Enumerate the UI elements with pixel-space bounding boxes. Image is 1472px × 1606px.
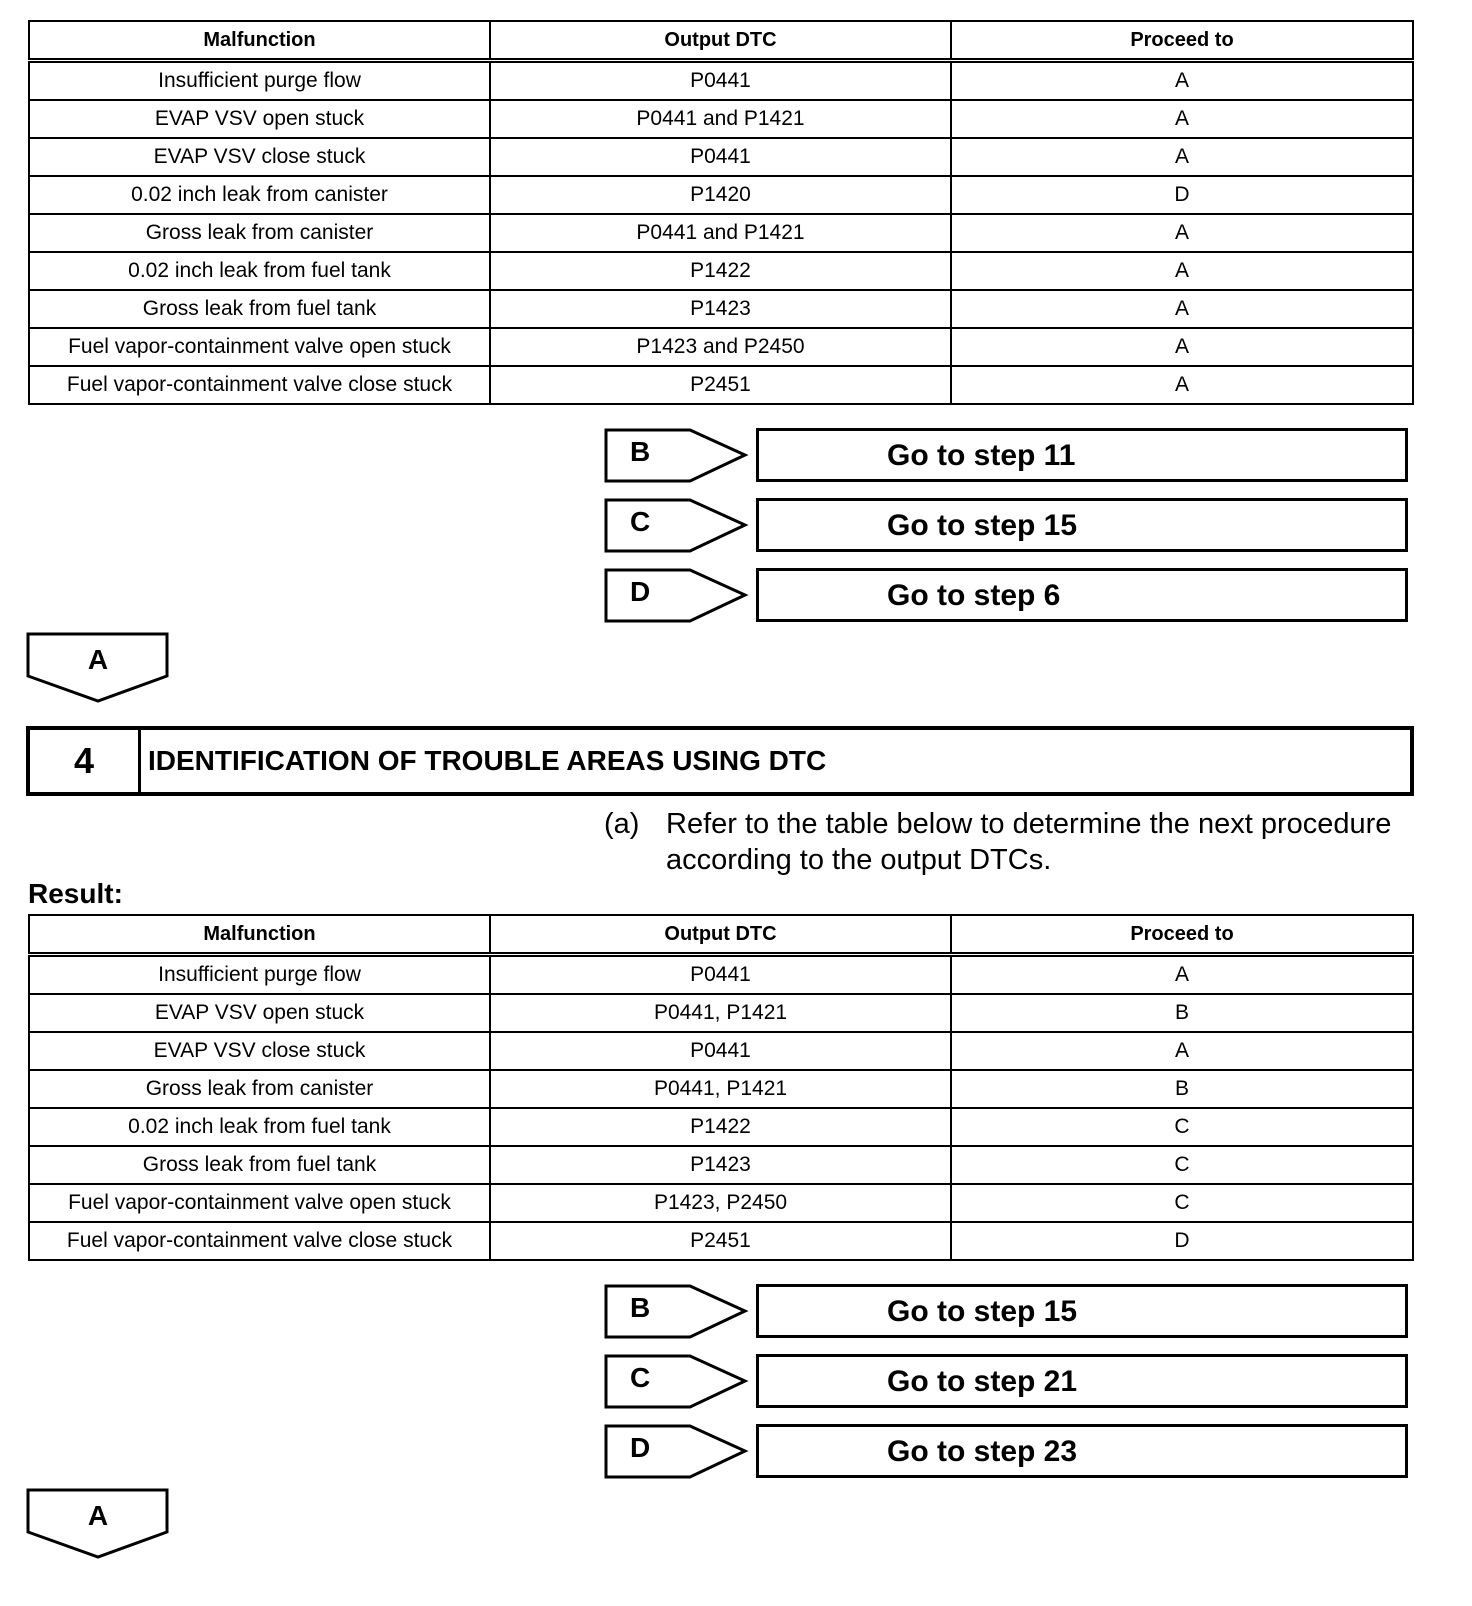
proceed-cell: A (951, 955, 1413, 995)
proceed-cell: A (951, 1032, 1413, 1070)
dtc-cell: P1423, P2450 (490, 1184, 951, 1222)
dtc-cell: P2451 (490, 1222, 951, 1260)
malfunction-cell: 0.02 inch leak from canister (29, 176, 490, 214)
marker-letter: A (87, 1500, 109, 1531)
go-to-step-label: Go to step 23 (887, 1435, 1078, 1468)
instruction-text (666, 806, 1426, 878)
dtc-cell: P2451 (490, 366, 951, 404)
branch-b-step-11[interactable] (604, 428, 1414, 488)
branch-d-step-23[interactable] (604, 1424, 1414, 1484)
table-header-row (29, 21, 1413, 61)
branch-letter: B (630, 1292, 651, 1323)
malfunction-cell: Gross leak from canister (29, 214, 490, 252)
dtc-cell: P0441 (490, 61, 951, 101)
column-header-output-dtc: Output DTC (490, 21, 951, 61)
dtc-cell: P0441 and P1421 (490, 100, 951, 138)
proceed-cell: A (951, 290, 1413, 328)
dtc-cell: P0441 and P1421 (490, 214, 951, 252)
proceed-cell: C (951, 1184, 1413, 1222)
branch-b-step-15[interactable] (604, 1284, 1414, 1344)
branch-c-step-21[interactable] (604, 1354, 1414, 1414)
table-row (29, 1222, 1413, 1260)
result-label: Result: (28, 878, 123, 909)
dtc-cell: P0441, P1421 (490, 994, 951, 1032)
section-title: IDENTIFICATION OF TROUBLE AREAS USING DTC (148, 745, 827, 776)
table-row (29, 100, 1413, 138)
proceed-cell: A (951, 366, 1413, 404)
malfunction-cell: Gross leak from canister (29, 1070, 490, 1108)
section-header (26, 726, 1414, 796)
branch-arrow-icon (604, 568, 749, 624)
malfunction-cell: Fuel vapor-containment valve open stuck (29, 328, 490, 366)
dtc-cell: P0441 (490, 138, 951, 176)
table-row (29, 1032, 1413, 1070)
instruction-line-2: according to the output DTCs. (666, 844, 1052, 876)
malfunction-cell: Fuel vapor-containment valve open stuck (29, 1184, 490, 1222)
go-to-step-label: Go to step 15 (887, 509, 1078, 542)
dtc-cell: P1420 (490, 176, 951, 214)
step-number: 4 (30, 730, 141, 792)
dtc-cell: P0441, P1421 (490, 1070, 951, 1108)
table-row (29, 61, 1413, 101)
branch-arrow-icon (604, 428, 749, 484)
proceed-a-marker[interactable] (26, 1488, 170, 1560)
malfunction-cell: Gross leak from fuel tank (29, 290, 490, 328)
dtc-cell: P0441 (490, 955, 951, 995)
go-to-step-label: Go to step 11 (887, 439, 1076, 472)
go-to-step-box[interactable] (756, 428, 1408, 482)
malfunction-cell: 0.02 inch leak from fuel tank (29, 252, 490, 290)
dtc-cell: P1422 (490, 252, 951, 290)
branch-letter: C (630, 1362, 651, 1393)
dtc-table-2 (28, 914, 1414, 1261)
column-header-proceed-to: Proceed to (951, 915, 1413, 955)
malfunction-cell: Insufficient purge flow (29, 61, 490, 101)
table-row (29, 214, 1413, 252)
malfunction-cell: Insufficient purge flow (29, 955, 490, 995)
proceed-cell: A (951, 61, 1413, 101)
malfunction-cell: EVAP VSV close stuck (29, 138, 490, 176)
instruction-line-1: Refer to the table below to determine the next procedure (666, 808, 1392, 840)
proceed-cell: C (951, 1146, 1413, 1184)
table-row (29, 290, 1413, 328)
go-to-step-label: Go to step 21 (887, 1365, 1078, 1398)
branch-letter: C (630, 506, 651, 537)
column-header-proceed-to: Proceed to (951, 21, 1413, 61)
dtc-cell: P1423 (490, 290, 951, 328)
column-header-malfunction: Malfunction (29, 915, 490, 955)
branch-arrow-icon (604, 1284, 749, 1340)
table-row (29, 366, 1413, 404)
column-header-output-dtc: Output DTC (490, 915, 951, 955)
proceed-a-marker[interactable] (26, 632, 170, 704)
table-row (29, 1146, 1413, 1184)
instruction-marker: (a) (604, 808, 640, 840)
proceed-cell: A (951, 138, 1413, 176)
go-to-step-box[interactable] (756, 498, 1408, 552)
branch-arrow-icon (604, 1354, 749, 1410)
go-to-step-box[interactable] (756, 568, 1408, 622)
marker-letter: A (87, 644, 109, 675)
proceed-cell: B (951, 994, 1413, 1032)
proceed-cell: A (951, 328, 1413, 366)
proceed-cell: A (951, 100, 1413, 138)
proceed-cell: D (951, 1222, 1413, 1260)
proceed-cell: C (951, 1108, 1413, 1146)
table-row (29, 1070, 1413, 1108)
dtc-cell: P1423 (490, 1146, 951, 1184)
table-row (29, 1184, 1413, 1222)
dtc-table-1 (28, 20, 1414, 405)
malfunction-cell: EVAP VSV open stuck (29, 994, 490, 1032)
branch-arrow-icon (604, 1424, 749, 1480)
table-row (29, 994, 1413, 1032)
branch-d-step-6[interactable] (604, 568, 1414, 628)
malfunction-cell: EVAP VSV open stuck (29, 100, 490, 138)
dtc-cell: P1423 and P2450 (490, 328, 951, 366)
branch-c-step-15[interactable] (604, 498, 1414, 558)
table-row (29, 252, 1413, 290)
malfunction-cell: Fuel vapor-containment valve close stuck (29, 1222, 490, 1260)
proceed-cell: A (951, 252, 1413, 290)
table-row (29, 176, 1413, 214)
malfunction-cell: EVAP VSV close stuck (29, 1032, 490, 1070)
branch-letter: D (630, 576, 651, 607)
go-to-step-box[interactable] (756, 1424, 1408, 1478)
table-row (29, 328, 1413, 366)
table-header-row (29, 915, 1413, 955)
proceed-cell: B (951, 1070, 1413, 1108)
table-row (29, 1108, 1413, 1146)
column-header-malfunction: Malfunction (29, 21, 490, 61)
malfunction-cell: 0.02 inch leak from fuel tank (29, 1108, 490, 1146)
table-row (29, 138, 1413, 176)
table-row (29, 955, 1413, 995)
dtc-cell: P0441 (490, 1032, 951, 1070)
proceed-cell: D (951, 176, 1413, 214)
branch-arrow-icon (604, 498, 749, 554)
malfunction-cell: Fuel vapor-containment valve close stuck (29, 366, 490, 404)
go-to-step-box[interactable] (756, 1284, 1408, 1338)
go-to-step-label: Go to step 6 (887, 579, 1061, 612)
branch-letter: D (630, 1432, 651, 1463)
proceed-cell: A (951, 214, 1413, 252)
malfunction-cell: Gross leak from fuel tank (29, 1146, 490, 1184)
branch-letter: B (630, 436, 651, 467)
dtc-cell: P1422 (490, 1108, 951, 1146)
go-to-step-box[interactable] (756, 1354, 1408, 1408)
go-to-step-label: Go to step 15 (887, 1295, 1078, 1328)
